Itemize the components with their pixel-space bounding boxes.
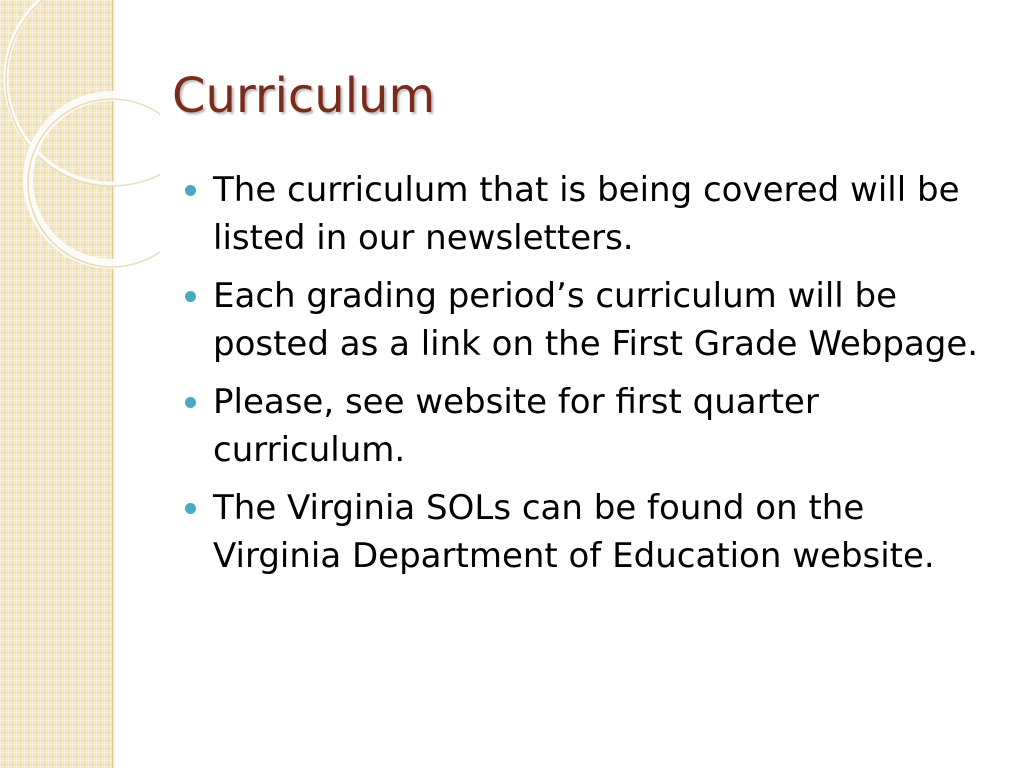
bullet-list <box>182 166 982 590</box>
bullet-item <box>182 484 982 580</box>
bullet-text: Each grading period’s curriculum will be posted as a link on the First Grade Webpage. <box>213 276 979 364</box>
bullet-dot-icon <box>185 185 196 196</box>
bullet-dot-icon <box>185 397 196 408</box>
bullet-item <box>182 378 982 474</box>
bullet-text: Please, see website for first quarter curriculum. <box>213 382 819 470</box>
bullet-item <box>182 166 982 262</box>
bullet-text: The Virginia SOLs can be found on the Virginia Department of Education website. <box>213 488 935 576</box>
bullet-dot-icon <box>185 503 196 514</box>
bullet-item <box>182 272 982 368</box>
decorative-rings <box>0 0 160 280</box>
bullet-text: The curriculum that is being covered will be listed in our newsletters. <box>213 170 960 258</box>
slide-title: Curriculum <box>172 68 436 124</box>
bullet-dot-icon <box>185 291 196 302</box>
